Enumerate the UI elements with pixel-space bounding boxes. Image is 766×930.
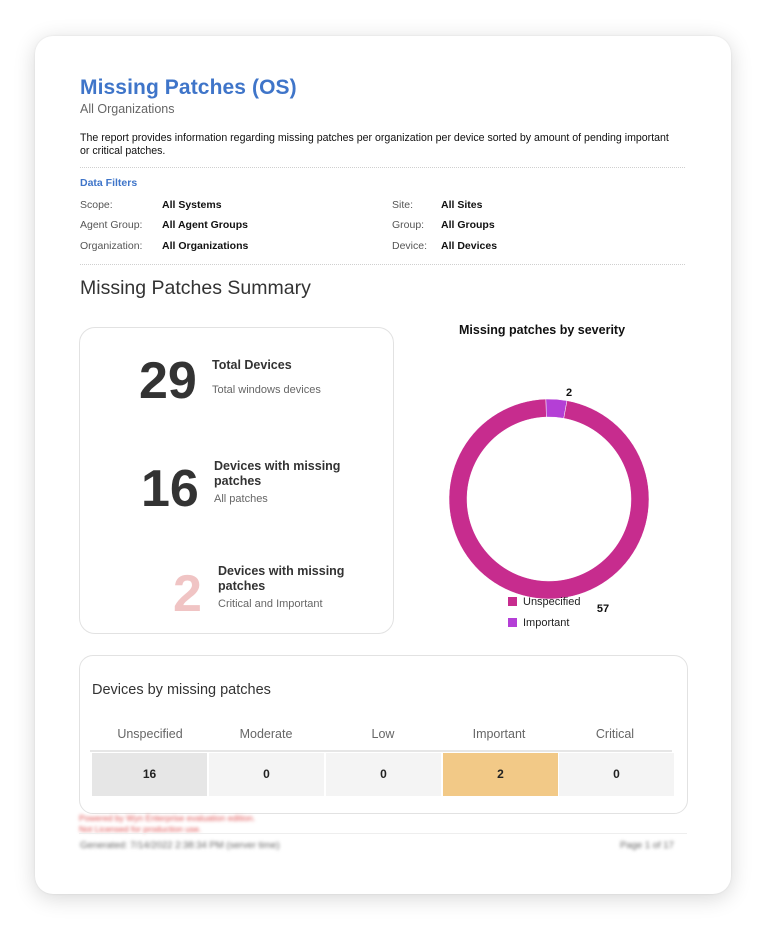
watermark-line-2: Not Licensed for production use. (79, 824, 202, 834)
col-header-moderate: Moderate (239, 727, 293, 741)
cell-moderate: 0 (209, 753, 324, 796)
stat-subtitle-missing: All patches (214, 493, 268, 505)
summary-stats-card (79, 327, 394, 634)
filter-site-label: Site: (392, 199, 414, 211)
divider (80, 167, 685, 168)
report-description: The report provides information regarding missing patches per organization per device sorted by amount of pending important or critical patches. (80, 132, 669, 157)
devices-by-missing-patches-card (79, 655, 688, 814)
chart-title: Missing patches by severity (459, 323, 626, 337)
severity-donut-chart (435, 356, 665, 616)
stat-number-critical: 2 (173, 565, 202, 623)
col-header-important: Important (472, 727, 526, 741)
legend-item-unspecified[interactable] (508, 596, 580, 608)
stat-subtitle-total: Total windows devices (212, 384, 321, 396)
filter-site-value: All Sites (441, 199, 483, 211)
donut-slice-unspecified[interactable] (449, 399, 649, 599)
data-label-unspecified: 57 (596, 603, 610, 615)
report-title: Missing Patches (OS) (80, 76, 297, 99)
stat-title-total: Total Devices (212, 358, 292, 372)
filter-device-value: All Devices (441, 240, 498, 252)
stat-subtitle-critical: Critical and Important (218, 598, 323, 610)
legend-label-important: Important (523, 617, 570, 629)
stat-number-total: 29 (139, 352, 197, 410)
legend-swatch-important (508, 618, 517, 627)
footer-generated: Generated: 7/14/2022 2:38:34 PM (server time) (80, 840, 280, 851)
cell-critical: 0 (559, 753, 674, 796)
col-header-low: Low (371, 727, 395, 741)
stat-title-missing: Devices with missing patches (214, 459, 341, 488)
filter-group-label: Group: (392, 219, 425, 231)
footer-page-number: Page 1 of 17 (620, 840, 674, 851)
report-page (35, 36, 731, 894)
legend-swatch-unspecified (508, 597, 517, 606)
legend-label-unspecified: Unspecified (523, 596, 581, 608)
cell-important: 2 (443, 753, 558, 796)
cell-unspecified: 16 (92, 753, 207, 796)
filter-device-label: Device: (392, 240, 428, 252)
donut-slice-important[interactable] (546, 399, 567, 418)
col-header-critical: Critical (595, 727, 635, 741)
legend-item-important[interactable] (508, 617, 569, 629)
filter-group-value: All Groups (441, 219, 495, 231)
filter-organization-label: Organization: (80, 240, 143, 252)
cell-low: 0 (326, 753, 441, 796)
col-header-unspecified: Unspecified (117, 727, 183, 741)
table-header-divider (90, 750, 672, 752)
watermark-line-1: Powered by Wyn Enterprise evaluation edition. (79, 813, 256, 823)
filter-scope-value: All Systems (162, 199, 222, 211)
summary-heading: Missing Patches Summary (80, 277, 311, 299)
filter-agent-group-label: Agent Group: (80, 219, 143, 231)
divider (80, 264, 685, 265)
footer-divider (79, 833, 687, 834)
data-filters-heading: Data Filters (80, 177, 138, 189)
report-subtitle: All Organizations (80, 102, 175, 116)
filter-organization-value: All Organizations (162, 240, 249, 252)
filter-scope-label: Scope: (80, 199, 113, 211)
stat-title-critical: Devices with missing patches (218, 564, 345, 593)
stat-number-missing: 16 (141, 460, 199, 518)
table-title: Devices by missing patches (92, 682, 271, 698)
evaluation-watermark (79, 813, 255, 835)
data-label-important: 2 (565, 387, 573, 399)
filter-agent-group-value: All Agent Groups (162, 219, 248, 231)
